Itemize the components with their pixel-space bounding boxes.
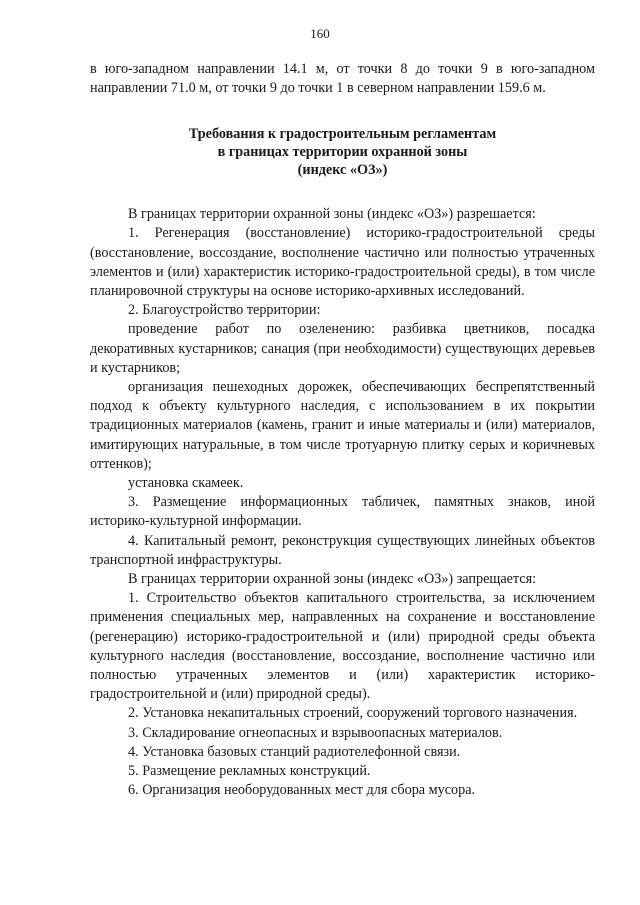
section-heading: [90, 126, 595, 179]
heading-line-2: в границах территории охранной зоны: [217, 144, 468, 160]
prohibited-item-1: 1. Строительство объектов капитального строительства, за исключением применения специальных мер, направленных на сохранение и восстановление (регенерацию) историко-градостроительной и (или) природной среды объекта культурного наследия (восстановление, воссоздание, восполнение частично или полностью утраченных элементов и (или) характеристик историко-градостроительной и (или) природной среды).: [90, 590, 595, 703]
permitted-item-2-paths: организация пешеходных дорожек, обеспечивающих беспрепятственный подход к объекту культурного наследия, с использованием в их покрытии традиционных материалов (камень, гранит и иные материалы и (или) материалов, имитирующих натуральные, в том числе тротуарную плитку серых и коричневых оттенков);: [90, 379, 595, 472]
permitted-item-3: 3. Размещение информационных табличек, памятных знаков, иной историко-культурной информации.: [90, 494, 595, 530]
permitted-intro: В границах территории охранной зоны (индекс «ОЗ») разрешается:: [128, 206, 536, 223]
prohibited-intro: В границах территории охранной зоны (индекс «ОЗ») запрещается:: [128, 571, 537, 588]
heading-line-1: Требования к градостроительным регламентам: [188, 126, 497, 143]
heading-line-3: (индекс «ОЗ»): [297, 161, 388, 178]
permitted-item-2-benches: установка скамеек.: [128, 475, 244, 492]
page-number: 160: [310, 26, 330, 41]
intro-paragraph: в юго-западном направлении 14.1 м, от точки 8 до точки 9 в юго-западном направлении 71.0 м, от точки 9 до точки 1 в северном направлении 159.6 м.: [90, 61, 595, 97]
permitted-item-4: 4. Капитальный ремонт, реконструкция существующих линейных объектов транспортной инфраструктуры.: [90, 532, 595, 568]
prohibited-item-4: 4. Установка базовых станций радиотелефонной связи.: [128, 743, 461, 760]
permitted-item-2: 2. Благоустройство территории:: [128, 302, 321, 319]
prohibited-item-6: 6. Организация необорудованных мест для сбора мусора.: [128, 782, 476, 799]
document-body: [90, 60, 595, 800]
prohibited-item-2: 2. Установка некапитальных строений, сооружений торгового назначения.: [128, 705, 578, 722]
permitted-item-2-greening: проведение работ по озеленению: разбивка цветников, посадка декоративных кустарников; санация (при необходимости) существующих деревьев и кустарников;: [90, 321, 595, 376]
prohibited-item-5: 5. Размещение рекламных конструкций.: [128, 763, 371, 780]
prohibited-item-3: 3. Складирование огнеопасных и взрывоопасных материалов.: [128, 724, 503, 741]
permitted-item-1: 1. Регенерация (восстановление) историко-градостроительной среды (восстановление, воссоздание, восполнение частично или полностью утраченных элементов и (или) характеристик историко-градостроительной среды), в том числе планировочной структуры на основе историко-архивных исследований.: [90, 225, 595, 299]
